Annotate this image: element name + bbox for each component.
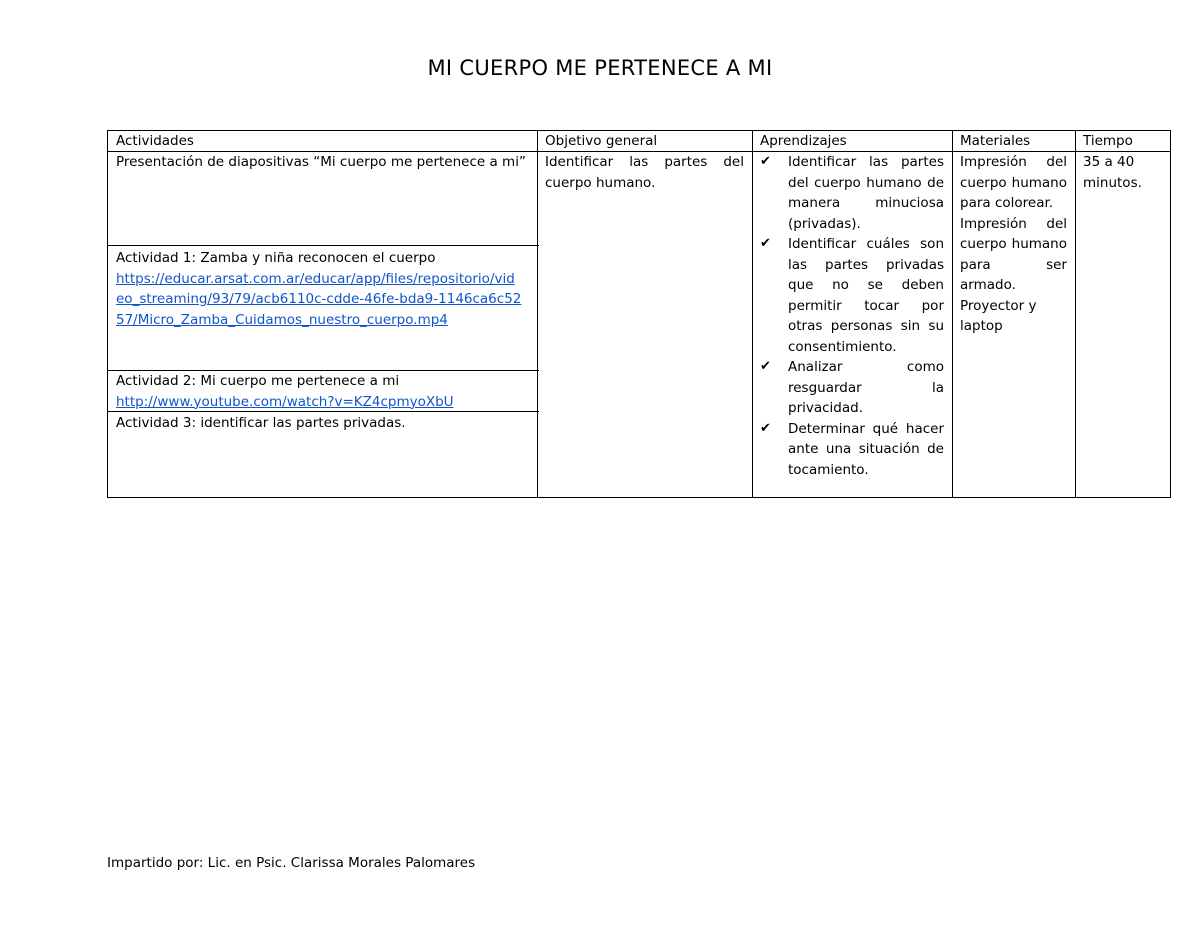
list-item: ✔ Identificar cuáles son las partes privadas que no se deben permitir tocar por otras personas sin su consentimiento.	[760, 236, 944, 355]
header-actividades: Actividades	[116, 133, 194, 149]
page-title: MI CUERPO ME PERTENECE A MI	[427, 56, 773, 80]
check-icon: ✔	[760, 359, 771, 374]
material-3: Proyector y laptop	[960, 297, 1037, 334]
header-objetivo: Objetivo general	[545, 133, 658, 149]
footer-author: Impartido por: Lic. en Psic. Clarissa Morales Palomares	[107, 855, 476, 871]
activity-3: Actividad 3: identificar las partes privadas.	[116, 415, 406, 431]
tiempo: 35 a 40 minutos.	[1083, 154, 1142, 191]
list-item: ✔ Identificar las partes del cuerpo humano de manera minuciosa (privadas).	[760, 154, 944, 232]
check-icon: ✔	[760, 154, 771, 169]
header-aprendizajes: Aprendizajes	[760, 133, 847, 149]
header-tiempo: Tiempo	[1083, 133, 1133, 149]
lesson-table	[107, 130, 1171, 498]
header-materiales: Materiales	[960, 133, 1031, 149]
material-2: Impresión del cuerpo humano para ser armado.	[960, 215, 1067, 293]
activity-2	[108, 371, 518, 412]
material-1: Impresión del cuerpo humano para colorear.	[960, 154, 1067, 211]
check-icon: ✔	[760, 236, 771, 251]
activity-1-text: Actividad 1: Zamba y niña reconocen el cuerpo	[116, 250, 436, 266]
activity-1-link[interactable]: https://educar.arsat.com.ar/educar/app/files/repositorio/video_streaming/93/79/acb6110c-cdde-46fe-bda9-1146ca6c5257/Micro_Zamba_Cuidamos_nuestro_cuerpo.mp4	[116, 270, 522, 328]
objetivo-general: Identificar las partes del cuerpo humano.	[545, 154, 744, 191]
activity-2-link[interactable]: http://www.youtube.com/watch?v=KZ4cpmyoXbU	[116, 393, 454, 410]
check-icon: ✔	[760, 420, 771, 436]
list-item: ✔ Determinar qué hacer ante una situación de tocamiento.	[760, 420, 944, 478]
aprendizajes-list	[752, 152, 952, 480]
list-item: ✔ Analizar como resguardar la privacidad.	[760, 359, 944, 416]
activity-intro: Presentación de diapositivas “Mi cuerpo me pertenece a mi”	[116, 154, 526, 170]
activity-2-text: Actividad 2: Mi cuerpo me pertenece a mi	[116, 373, 400, 389]
activity-1	[108, 248, 530, 330]
materiales	[952, 152, 1075, 337]
